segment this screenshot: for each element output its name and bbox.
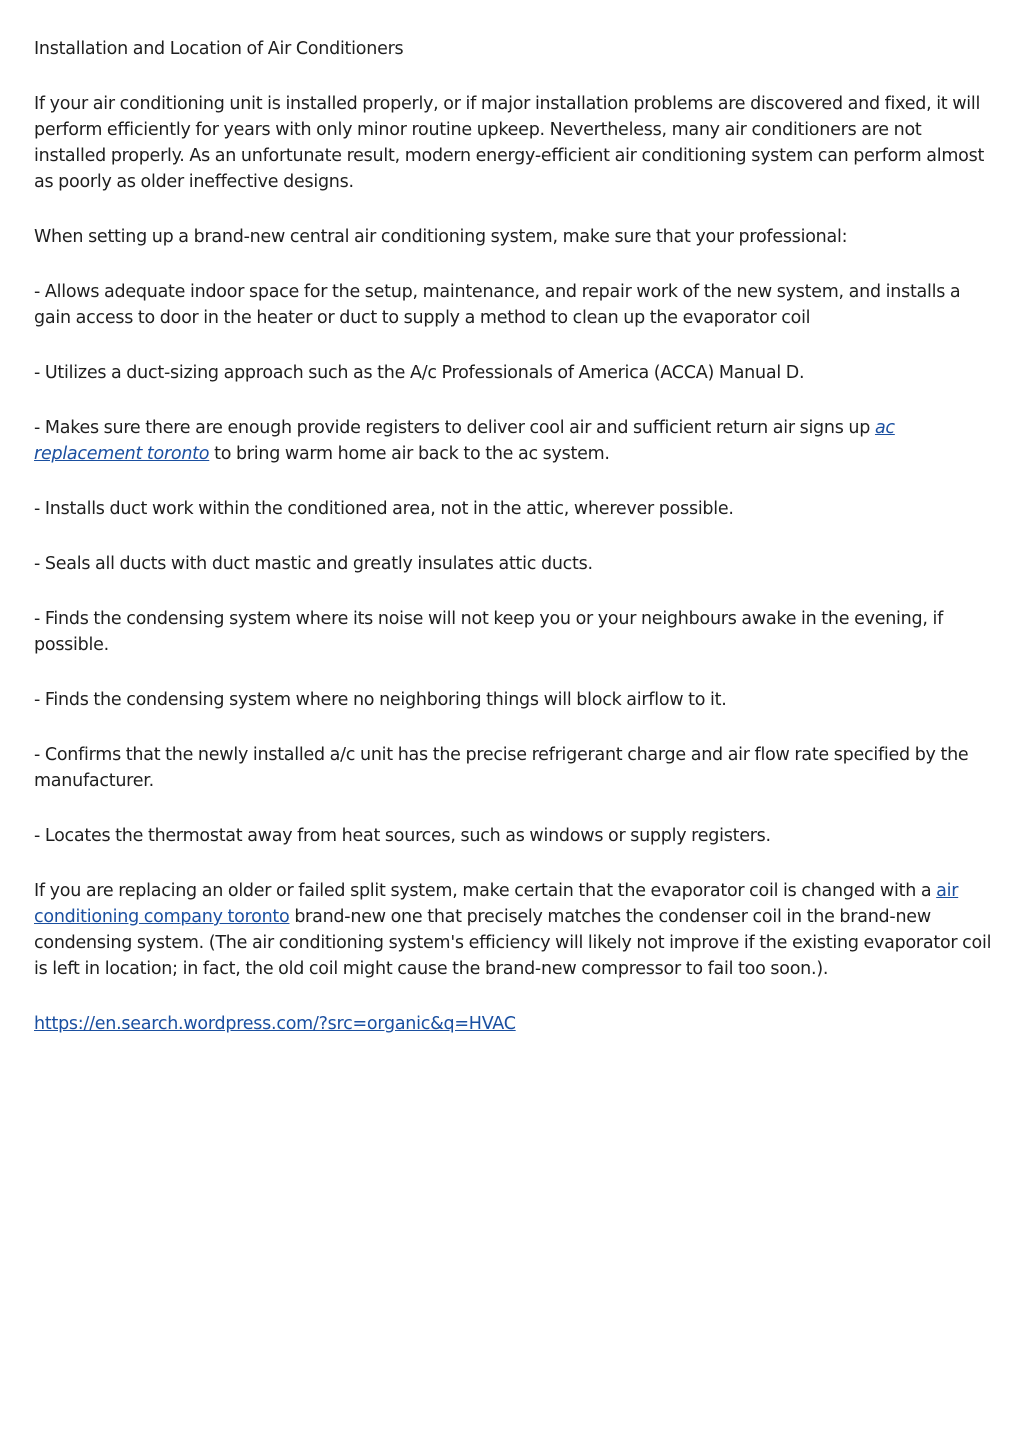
list-item: - Confirms that the newly installed a/c unit has the precise refrigerant charge and air flow rate specified by the manufacturer. [34, 745, 969, 791]
closing-text: brand-new one that precisely matches the condenser coil in the brand-new condensing system. (The air conditioning system's efficiency will likely not improve if the existing evaporator coil is left in location; in fact, the old coil might cause the brand-new compressor to fail too soon.). [34, 907, 992, 979]
intro-paragraph: If your air conditioning unit is installed properly, or if major installation problems are discovered and fixed, it will perform efficiently for years with only minor routine upkeep. Nevertheless, many air conditioners are not installed properly. As an unfortunate result, modern energy-efficient air conditioning system can perform almost as poorly as older ineffective designs. [34, 94, 985, 192]
footer-paragraph [34, 1011, 994, 1037]
list-item: - Allows adequate indoor space for the setup, maintenance, and repair work of the new system, and installs a gain access to door in the heater or duct to supply a method to clean up the evaporator coil [34, 282, 961, 328]
list-item: - Installs duct work within the conditioned area, not in the attic, wherever possible. [34, 499, 734, 519]
list-item: - Utilizes a duct-sizing approach such as the A/c Professionals of America (ACCA) Manual D. [34, 363, 805, 383]
document-body [34, 36, 994, 1066]
closing-paragraph [34, 878, 994, 982]
list-item-text: to bring warm home air back to the ac system. [209, 444, 610, 464]
lead-paragraph: When setting up a brand-new central air conditioning system, make sure that your professional: [34, 227, 848, 247]
closing-text: If you are replacing an older or failed split system, make certain that the evaporator coil is changed with a [34, 881, 937, 901]
list-item: - Locates the thermostat away from heat sources, such as windows or supply registers. [34, 826, 771, 846]
list-item: - Finds the condensing system where its noise will not keep you or your neighbours awake in the evening, if possible. [34, 609, 944, 655]
document-title: Installation and Location of Air Conditioners [34, 39, 404, 59]
list-item-text: - Makes sure there are enough provide registers to deliver cool air and sufficient return air signs up [34, 418, 875, 438]
list-item: - Seals all ducts with duct mastic and greatly insulates attic ducts. [34, 554, 593, 574]
ac-replacement-toronto-link[interactable]: ac replacement toronto [34, 418, 895, 464]
wordpress-search-link[interactable]: https://en.search.wordpress.com/?src=organic&q=HVAC [34, 1014, 516, 1034]
list-item [34, 415, 994, 467]
list-item: - Finds the condensing system where no neighboring things will block airflow to it. [34, 690, 727, 710]
air-conditioning-company-toronto-link[interactable]: air conditioning company toronto [34, 881, 959, 927]
